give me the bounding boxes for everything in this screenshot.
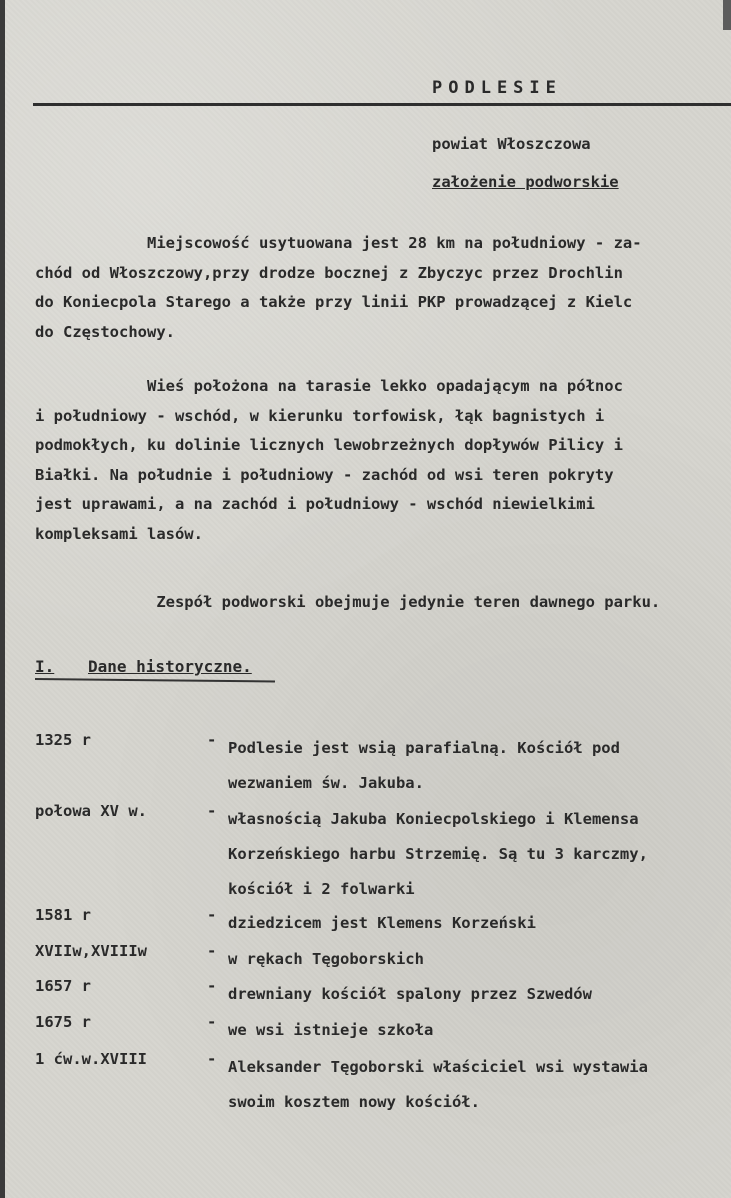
- history-line: we wsi istnieje szkoła: [228, 1021, 434, 1039]
- paragraph-terrain: [35, 372, 731, 549]
- history-date: połowa XV w.: [35, 802, 147, 820]
- history-description: [228, 1050, 648, 1120]
- history-dash: -: [207, 802, 217, 820]
- paragraph-line: i południowy - wschód, w kierunku torfowisk, łąk bagnistych i: [35, 406, 605, 425]
- history-date: 1675 r: [35, 1013, 91, 1031]
- paragraph-estate: [35, 588, 731, 618]
- header-rule: [33, 103, 731, 106]
- paragraph-line: chód od Włoszczowy,przy drodze bocznej z Zbyczyc przez Drochlin: [35, 263, 623, 282]
- section-rule: [35, 678, 275, 683]
- paragraph-line: Białki. Na południe i południowy - zachód od wsi teren pokryty: [35, 465, 614, 484]
- history-description: [228, 942, 424, 977]
- paragraph-line: kompleksami lasów.: [35, 524, 203, 543]
- paragraph-line: Miejscowość usytuowana jest 28 km na południowy - za-: [35, 234, 642, 252]
- history-line: Podlesie jest wsią parafialną. Kościół pod: [228, 739, 620, 757]
- history-line: wezwaniem św. Jakuba.: [228, 774, 424, 792]
- history-date: 1581 r: [35, 906, 91, 924]
- paragraph-line: do Częstochowy.: [35, 322, 175, 341]
- history-line: Aleksander Tęgoborski właściciel wsi wystawia: [228, 1058, 648, 1076]
- history-date: 1657 r: [35, 977, 91, 995]
- section-number: I.: [35, 657, 55, 676]
- history-description: [228, 731, 620, 801]
- history-line: w rękach Tęgoborskich: [228, 950, 424, 968]
- section-heading: [35, 657, 252, 676]
- section-title: Dane historyczne.: [88, 657, 252, 676]
- history-line: dziedzicem jest Klemens Korzeński: [228, 914, 536, 932]
- scan-left-edge: [0, 0, 5, 1198]
- history-description: [228, 1013, 433, 1048]
- history-line: Korzeńskiego harbu Strzemię. Są tu 3 karczmy,: [228, 845, 648, 863]
- paragraph-location: [35, 229, 731, 347]
- history-dash: -: [207, 906, 217, 924]
- paragraph-line: do Koniecpola Starego a także przy linii PKP prowadzącej z Kielc: [35, 293, 633, 311]
- paragraph-line: jest uprawami, a na zachód i południowy - wschód niewielkimi: [35, 495, 595, 513]
- history-line: kościół i 2 folwarki: [228, 880, 415, 898]
- history-description: [228, 802, 648, 907]
- history-date: XVIIw,XVIIIw: [35, 942, 147, 960]
- history-line: drewniany kościół spalony przez Szwedów: [228, 985, 592, 1003]
- history-dash: -: [207, 1050, 217, 1068]
- history-dash: -: [207, 731, 217, 749]
- history-line: własnością Jakuba Koniecpolskiego i Klemensa: [228, 810, 639, 828]
- history-dash: -: [207, 977, 217, 995]
- scan-right-edge: [723, 0, 731, 30]
- history-date: 1325 r: [35, 731, 91, 749]
- layout-type-label: założenie podworskie: [432, 173, 619, 191]
- document-title: PODLESIE: [432, 78, 562, 98]
- history-line: swoim kosztem nowy kościół.: [228, 1093, 480, 1111]
- paragraph-line: Wieś położona na tarasie lekko opadającym na północ: [35, 377, 623, 395]
- history-dash: -: [207, 942, 217, 960]
- history-date: 1 ćw.w.XVIII: [35, 1050, 147, 1068]
- history-description: [228, 906, 536, 941]
- history-description: [228, 977, 592, 1012]
- history-dash: -: [207, 1013, 217, 1031]
- paragraph-line: Zespół podworski obejmuje jedynie teren dawnego parku.: [35, 593, 661, 611]
- paragraph-line: podmokłych, ku dolinie licznych lewobrzeżnych dopływów Pilicy i: [35, 436, 623, 454]
- district-label: powiat Włoszczowa: [432, 135, 591, 153]
